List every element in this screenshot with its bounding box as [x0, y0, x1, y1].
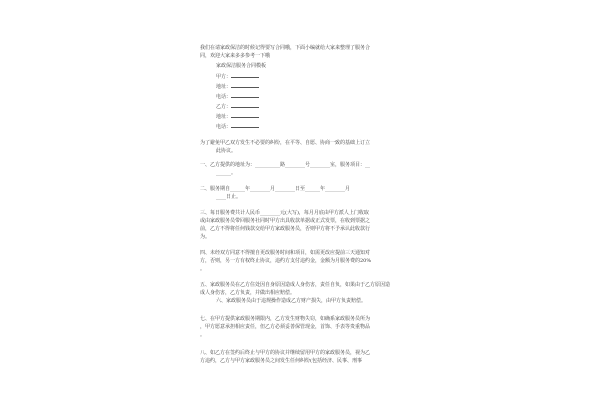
party-a-address-label: 地址：	[216, 84, 232, 90]
clause-3-line-4: 为。	[200, 234, 211, 240]
party-a-label: 甲方：	[216, 74, 232, 80]
clause-2-line-1: 二、服务期自______年________月________日至______年________月	[200, 186, 351, 192]
clause-8-line-1: 八、如乙方在签约后终止与甲方的协议并继续留用甲方的家政服务员，视为乙	[200, 350, 371, 356]
party-b-address-field	[216, 113, 259, 120]
clause-3-line-3: 前，乙方不得将任何钱款交给甲方家政服务员，否则甲方将不予承认此收款行	[200, 226, 371, 232]
party-a-field	[216, 73, 259, 80]
clause-5-line-1: 五、家政服务员在乙方住处因自身原因造成人身伤害，责任自负，如果由于乙方原因造	[200, 282, 391, 288]
clause-7-line-1: 七、在甲方提供家政服务期限内，乙方发生财物失窃，如确系家政服务员所为	[200, 316, 371, 322]
clause-4-line-3: 。	[200, 266, 206, 272]
party-b-phone-field	[216, 123, 259, 130]
party-b-label: 乙方：	[216, 104, 232, 110]
party-b-phone-label: 电话：	[216, 124, 232, 130]
clause-2-line-2: ____日止。	[216, 194, 242, 200]
party-a-phone-blank	[231, 93, 259, 98]
clause-6-line-1: 六、家政服务员由于违规操作造成乙方财产损失，由甲方负责赔偿。	[216, 298, 367, 304]
preamble-line-1: 为了避免甲乙双方发生不必要的纠纷，在平等、自愿、协商一致的基础上订立	[200, 140, 371, 146]
clause-7-line-2: ，甲方愿意承担相应责任，但乙方必须妥善保管现金，首饰、手表等贵重物品	[200, 324, 371, 330]
clause-7-line-3: 。	[200, 332, 206, 338]
clause-3-line-1: 三、每日服务费共计人民币________元(大写)，每月月底由甲方派人上门收取	[200, 210, 369, 216]
intro-text-line-2: 同，欢迎大家来多多参考一下哦	[200, 53, 271, 59]
clause-5-line-2: 成人身伤害，乙方负责，并做出相应赔偿。	[200, 290, 296, 296]
party-a-phone-field	[216, 93, 259, 100]
party-b-address-blank	[231, 113, 259, 118]
clause-1-line-2: ______。	[216, 170, 237, 176]
party-a-phone-label: 电话：	[216, 94, 232, 100]
party-a-address-blank	[231, 83, 259, 88]
party-b-address-label: 地址：	[216, 114, 232, 120]
template-title: 家政保洁服务合同模板	[216, 63, 267, 69]
party-b-field	[216, 103, 259, 110]
intro-text-line-1: 我们在请家政保洁的时候记得要写合同哦，下面小编就给大家来整理了服务合	[200, 45, 371, 51]
party-b-phone-blank	[231, 123, 259, 128]
clause-3-line-2: 或由家政服务员带回服务社同时甲方出具收款单据或正式发票，在收到票据之	[200, 218, 371, 224]
party-a-address-field	[216, 83, 259, 90]
clause-4-line-1: 四、未经双方同意不得擅自更改服务时间和项目，如需更改应提前三天通知对	[200, 250, 371, 256]
clause-4-line-2: 方，否则，另一方有权终止协议，违约方支付违约金，金额为月服务费的20%	[200, 258, 372, 264]
clause-1-line-1: 一、乙方提供的地址为：__________路________号________室，服务项目：__	[200, 162, 371, 168]
clause-8-line-2: 方违约，乙方与甲方家政服务员之间发生任何纠纷(包括经济、民事、刑事	[200, 358, 362, 364]
party-b-blank	[231, 103, 259, 108]
preamble-line-2: 此协议。	[216, 148, 237, 154]
party-a-blank	[231, 73, 259, 78]
